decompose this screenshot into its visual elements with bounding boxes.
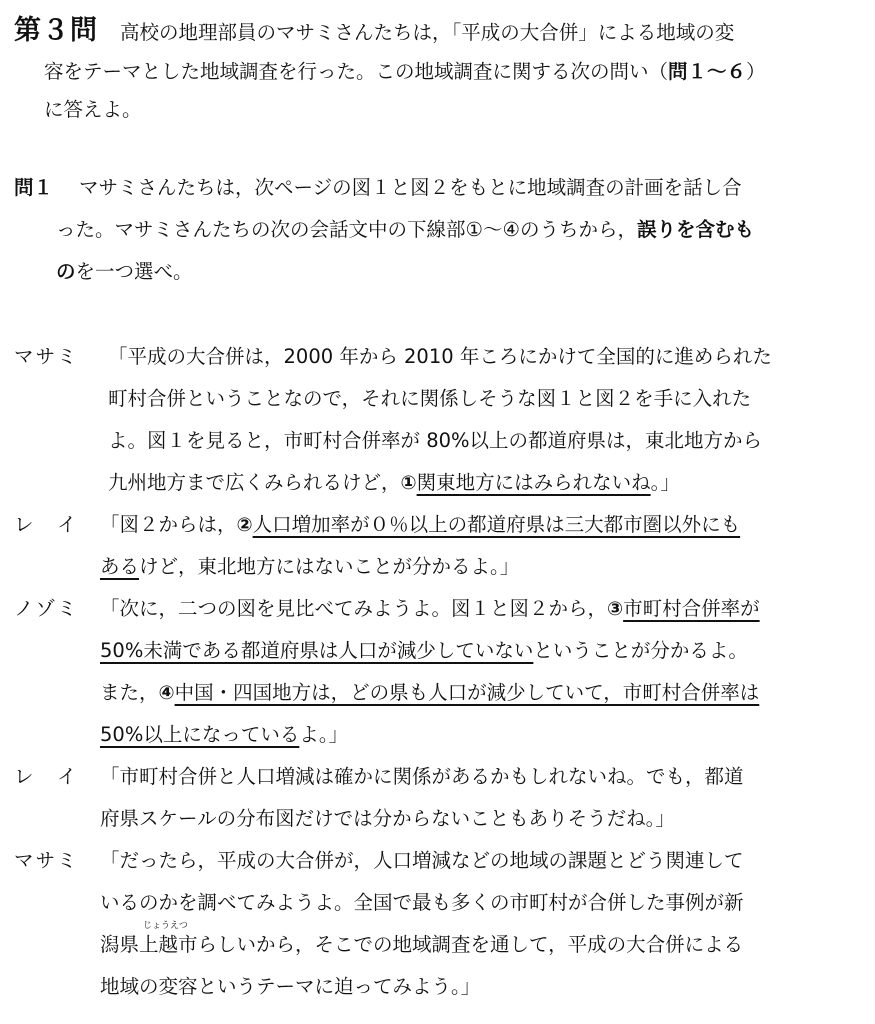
intro-text-line3: に答えよ。 xyxy=(44,98,142,121)
dialogue-line: あるけど，東北地方にはないことが分かるよ。」 xyxy=(100,555,520,578)
underline-marker-2: ② xyxy=(236,514,253,536)
dialogue-line: 「次に，二つの図を見比べてみようよ。図１と図２から，③市町村合併率が xyxy=(100,595,760,623)
furigana-joetsu: じょうえつ xyxy=(143,921,188,931)
section-heading-line xyxy=(14,14,734,48)
dialogue-line: 「図２からは，②人口増加率が０％以上の都道府県は三大都市圏以外にも xyxy=(100,511,740,539)
question-1-line2: った。マサミさんたちの次の会話文中の下線部①～④のうちから，誤りを含むも xyxy=(56,218,754,241)
dialogue-line: 「平成の大合併は，2000 年から 2010 年ころにかけて全国的に進められた xyxy=(108,345,772,368)
underlined-statement-3-cont: 50%未満である都道府県は人口が減少していない xyxy=(100,639,534,662)
underline-marker-1: ① xyxy=(400,472,417,494)
speaker-masami: マサミ xyxy=(14,849,79,872)
dialogue-line: よ。図１を見ると，市町村合併率が 80%以上の都道府県は，東北地方から xyxy=(108,429,763,452)
dialogue-line: 地域の変容というテーマに迫ってみよう。」 xyxy=(100,975,481,998)
dialogue-line: 九州地方まで広くみられるけど，①関東地方にはみられないね。」 xyxy=(108,469,680,497)
dialogue-line: 潟県上越市らしいから，そこでの地域調査を通して，平成の大合併による xyxy=(100,933,744,956)
dialogue-line: 「市町村合併と人口増減は確かに関係があるかもしれないね。でも，都道 xyxy=(100,765,744,788)
underlined-statement-3: 市町村合併率が xyxy=(623,597,760,620)
speaker-nozomi: ノゾミ xyxy=(14,597,79,620)
dialogue-line: 「だったら，平成の大合併が，人口増減などの地域の課題とどう関連して xyxy=(100,849,744,872)
speaker-rei: レ イ xyxy=(14,765,79,788)
section-label: 第３問 xyxy=(14,15,98,46)
underline-marker-3: ③ xyxy=(607,598,624,620)
underlined-statement-1: 関東地方にはみられないね xyxy=(416,471,651,494)
emphasis-text: 誤りを含むも xyxy=(636,218,754,241)
dialogue-line: 府県スケールの分布図だけでは分からないこともありそうだね。」 xyxy=(100,807,675,830)
question-1-line1: 問１ マサミさんたちは，次ページの図１と図２をもとに地域調査の計画を話し合 xyxy=(14,176,742,199)
underlined-statement-2: 人口増加率が０％以上の都道府県は三大都市圏以外にも xyxy=(252,513,741,536)
dialogue-line: いるのかを調べてみようよ。全国で最も多くの市町村が合併した事例が新 xyxy=(100,891,744,914)
underlined-statement-4-cont: 50%以上になっている xyxy=(100,723,300,746)
intro-text-line2: 容をテーマとした地域調査を行った。この地域調査に関する次の問い（問１～６） xyxy=(44,60,766,83)
underlined-statement-2-cont: ある xyxy=(100,555,140,578)
speaker-rei: レ イ xyxy=(14,513,79,536)
speaker-masami: マサミ xyxy=(14,345,79,368)
ruby-base-joetsu: 上越 xyxy=(139,933,179,956)
dialogue-line: 町村合併ということなので，それに関係しそうな図１と図２を手に入れた xyxy=(108,387,752,410)
question-label: 問１ xyxy=(14,176,54,199)
question-range: 問１～６ xyxy=(668,60,747,83)
dialogue-line: 50%以上になっているよ。」 xyxy=(100,723,349,746)
underline-marker-4: ④ xyxy=(158,682,175,704)
dialogue-line: 50%未満である都道府県は人口が減少していないということが分かるよ。 xyxy=(100,639,748,662)
underlined-statement-4: 中国・四国地方は，どの県も人口が減少していて，市町村合併率は xyxy=(174,681,760,704)
dialogue-line: また，④中国・四国地方は，どの県も人口が減少していて，市町村合併率は xyxy=(100,679,759,707)
question-1-line3: のを一つ選べ。 xyxy=(56,260,193,283)
intro-text-line1: 高校の地理部員のマサミさんたちは，「平成の大合併」による地域の変 xyxy=(120,21,735,44)
